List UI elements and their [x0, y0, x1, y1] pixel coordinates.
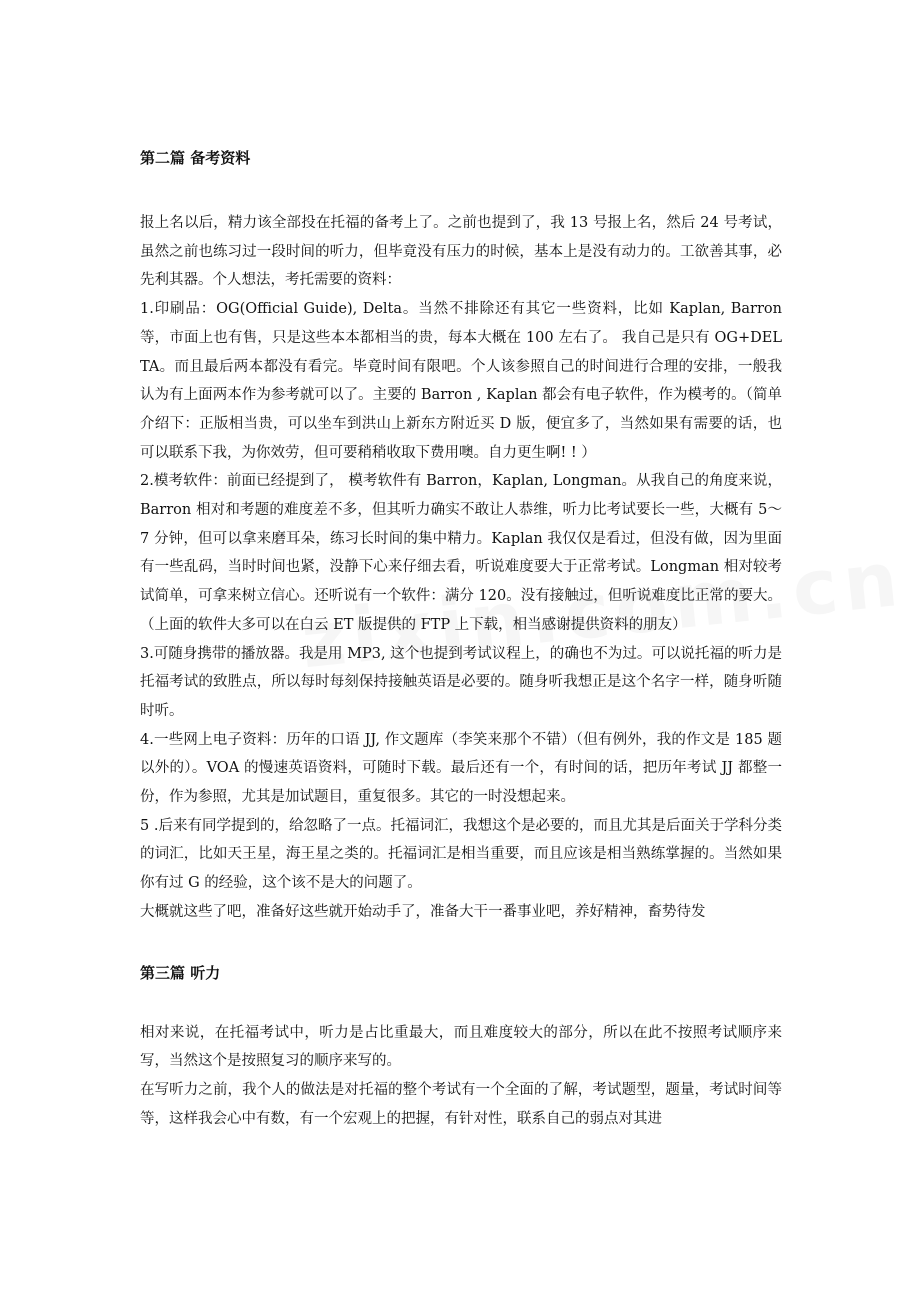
section-title-prep-materials: 第二篇 备考资料 [140, 149, 251, 167]
paragraph-portable-player: 3.可随身携带的播放器。我是用 MP3, 这个也提到考试议程上，的确也不为过。可以说托福的听力是托福考试的致胜点，所以每时每刻保持接触英语是必要的。随身听我想正是这个名字一样，随身听随时听。 [140, 645, 782, 719]
paragraph-listening-intro: 相对来说，在托福考试中，听力是占比重最大，而且难度较大的部分，所以在此不按照考试顺序来写，当然这个是按照复习的顺序来写的。 [140, 1024, 782, 1070]
paragraph-mock-software: 2.模考软件：前面已经提到了， 模考软件有 Barron，Kaplan, Longman。从我自己的角度来说，Barron 相对和考题的难度差不多，但其听力确实不敢让人恭维，听力比考试要长一些，大概有 5～7 分钟，但可以拿来磨耳朵，练习长时间的集中精力。Kaplan 我仅仅是看过，但没有做，因为里面有一些乱码，当时时间也紧，没静下心来仔细去看，听说难度要大于正常考试。Longman 相对较考试简单，可拿来树立信心。还听说有一个软件：满分 120。没有接触过，但听说难度比正常的要大。（上面的软件大多可以在白云 ET 版提供的 FTP 上下载，相当感谢提供资料的朋友） [140, 473, 783, 633]
paragraph-summary: 大概就这些了吧，准备好这些就开始动手了，准备大干一番事业吧，养好精神，畜势待发 [140, 903, 706, 920]
paragraph-intro: 报上名以后，精力该全部投在托福的备考上了。之前也提到了，我 13 号报上名，然后 24 号考试，虽然之前也练习过一段时间的听力，但毕竟没有压力的时候，基本上是没有动力的。工欲善其事，必先利其器。个人想法，考托需要的资料： [140, 215, 782, 289]
paragraph-listening-approach: 在写听力之前，我个人的做法是对托福的整个考试有一个全面的了解，考试题型，题量，考试时间等等，这样我会心中有数，有一个宏观上的把握，有针对性，联系自己的弱点对其进 [140, 1081, 782, 1127]
section-title-listening: 第三篇 听力 [140, 963, 221, 982]
document-body [140, 144, 782, 1133]
paragraph-online-materials: 4.一些网上电子资料：历年的口语 JJ, 作文题库（李笑来那个不错）（但有例外，我的作文是 185 题以外的）。VOA 的慢速英语资料，可随时下载。最后还有一个，有时间的话，把历年考试 JJ 都整一份，作为参照，尤其是加试题目，重复很多。其它的一时没想起来。 [140, 731, 782, 806]
paragraph-printed-materials: 1.印刷品：OG(Official Guide), Delta。当然不排除还有其它一些资料，比如 Kaplan, Barron 等，市面上也有售，只是这些本本都相当的贵，每本大概在 100 左右了。 我自己是只有 OG+DELTA。而且最后两本都没有看完。毕竟时间有限吧。个人该参照自己的时间进行合理的安排，一般我认为有上面两本作为参考就可以了。主要的 Barron , Kaplan 都会有电子软件，作为模考的。（简单介绍下：正版相当贵，可以坐车到洪山上新东方附近买 D 版，便宜多了，当然如果有需要的话，也可以联系下我，为你效劳，但可要稍稍收取下费用噢。自力更生啊! ! ） [140, 301, 782, 461]
paragraph-vocabulary: 5 .后来有同学提到的，给忽略了一点。托福词汇，我想这个是必要的，而且尤其是后面关于学科分类的词汇，比如天王星，海王星之类的。托福词汇是相当重要，而且应该是相当熟练掌握的。当然如果你有过 G 的经验，这个该不是大的问题了。 [140, 817, 782, 892]
